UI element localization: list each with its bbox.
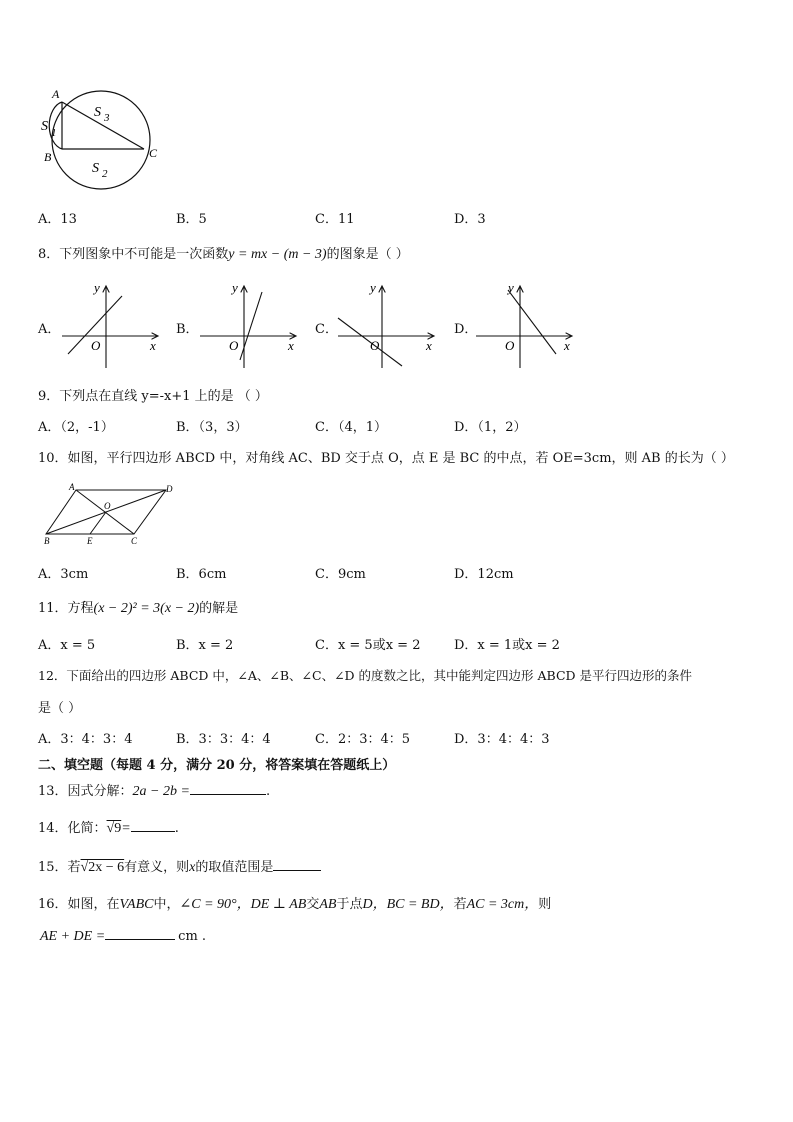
q16-cond1: ∠C = 90°，DE ⊥ AB [179,897,307,912]
q15-prefix: 15．若 [38,860,81,875]
label-s3-sub: 3 [104,112,110,124]
label-s3: S [94,105,101,120]
q8-option-a-label[interactable]: A． [38,322,61,337]
axis-x-label: x [288,338,294,353]
q13-question [38,780,270,800]
axis-y-label: y [232,280,238,295]
q16-unit: cm . [178,929,207,944]
q8-suffix: 的图象是（ ） [326,247,409,262]
q8-graph-b [196,280,306,370]
q15-radical: √2x − 6 [80,860,125,875]
axis-y-label: y [508,280,514,295]
label-a: A [69,482,75,492]
axis-y-label: y [94,280,100,295]
q8-option-d-label[interactable]: D． [454,322,478,337]
label-s2: S [92,161,99,176]
q11-question [38,597,238,617]
q10-figure [42,482,182,546]
q11-option-a[interactable]: A．x = 5 [38,638,96,653]
label-e: E [87,536,93,546]
q15-question [38,856,321,876]
q16-cond4: AC = 3cm， [466,897,539,912]
q9-question: 9．下列点在直线 y=-x+1 上的是 （ ） [38,389,268,404]
small-semicircle [49,102,62,149]
origin-label: O [91,338,101,353]
q16-answer-blank[interactable] [105,927,175,940]
axis-x-label: x [564,338,570,353]
origin-label: O [229,338,239,353]
q16-cond2: AB [319,897,337,912]
label-s2-sub: 2 [102,168,108,180]
q9-option-b[interactable]: B．（3，3） [176,420,248,435]
q14-end: . [174,821,179,836]
q15-variable: x [189,860,196,875]
label-b: B [44,150,52,164]
q13-expression: 2a − 2b = [132,784,190,799]
q13-prefix: 13．因式分解： [38,784,133,799]
label-c: C [131,536,138,546]
q7-option-a[interactable]: A．13 [38,212,77,227]
q16-question-line2 [40,927,206,945]
q11-option-d[interactable]: D．x = 1或x = 2 [454,638,560,653]
side-ac [62,102,144,149]
q16-ruo: 若 [453,897,467,912]
q15-middle: 有意义，则 [124,860,190,875]
q12-option-c[interactable]: C．2：3：4：5 [315,732,411,747]
q15-suffix: 的取值范围是 [195,860,274,875]
q9-option-d[interactable]: D．（1，2） [454,420,527,435]
q13-end: . [265,784,271,799]
q14-answer-blank[interactable] [131,819,175,832]
q11-option-c[interactable]: C．x = 5或x = 2 [315,638,421,653]
q12-question-line2: 是（ ） [38,701,82,716]
q16-question-line1 [38,893,551,913]
q14-equals: = [121,821,131,836]
q9-option-a[interactable]: A．（2，-1） [38,420,114,435]
q15-answer-blank[interactable] [273,858,321,871]
q16-jiao: 交 [306,897,320,912]
q7-option-b[interactable]: B．5 [176,212,207,227]
q8-line-d [508,290,556,354]
q13-answer-blank[interactable] [190,782,266,795]
q10-question: 10．如图，平行四边形 ABCD 中，对角线 AC、BD 交于点 O，点 E 是 BC 的中点，若 OE=3cm，则 AB 的长为（ ） [38,451,734,466]
q9-option-c[interactable]: C．（4，1） [315,420,387,435]
axis-x-label: x [426,338,432,353]
q10-option-a[interactable]: A．3cm [38,567,89,582]
axis-x-label: x [150,338,156,353]
label-s1: S [41,119,48,134]
q14-question [38,817,179,837]
label-c: C [149,146,158,160]
q8-graph-c [334,280,444,370]
q11-suffix: 的解是 [199,601,239,616]
label-s1-sub: 1 [51,127,57,139]
q14-prefix: 14．化简： [38,821,107,836]
q7-figure [30,82,170,192]
q16-prefix: 16．如图，在 [38,897,120,912]
q16-mid: 中， [153,897,180,912]
q12-question-line1: 12．下面给出的四边形 ABCD 中，∠A、∠B、∠C、∠D 的度数之比，其中能判定四边形 ABCD 是平行四边形的条件 [38,668,693,683]
q8-question [38,243,409,263]
origin-label: O [370,338,380,353]
q7-option-d[interactable]: D．3 [454,212,486,227]
q16-triangle: VABC [119,897,154,912]
q10-option-c[interactable]: C．9cm [315,567,366,582]
q10-option-b[interactable]: B．6cm [176,567,227,582]
q12-option-a[interactable]: A．3：4：3：4 [38,732,133,747]
label-d: D [166,484,173,494]
q8-formula: y = mx − (m − 3) [228,247,327,262]
q12-option-b[interactable]: B．3：3：4：4 [176,732,271,747]
axis-y-label: y [370,280,376,295]
q8-graph-a [58,280,168,370]
q16-cond3: D，BC = BD， [362,897,454,912]
q8-graph-d [472,280,582,370]
q16-ze: 则 [538,897,552,912]
origin-label: O [505,338,515,353]
q8-option-c-label[interactable]: C． [315,322,338,337]
q11-option-b[interactable]: B．x = 2 [176,638,234,653]
q16-line2-expression: AE + DE = [40,929,106,944]
q16-yu: 于点 [336,897,363,912]
label-o: O [104,501,111,511]
q12-option-d[interactable]: D．3：4：4：3 [454,732,550,747]
q8-prefix: 8．下列图象中不可能是一次函数 [38,247,229,262]
q7-option-c[interactable]: C．11 [315,212,355,227]
section2-title: 二、填空题（每题 4 分，满分 20 分，将答案填在答题纸上） [38,758,396,773]
q8-option-b-label[interactable]: B． [176,322,199,337]
label-b: B [44,536,50,546]
q10-option-d[interactable]: D．12cm [454,567,514,582]
q14-radical: √9 [106,821,122,836]
q11-prefix: 11．方程 [38,601,94,616]
label-a: A [52,87,60,101]
q11-equation: (x − 2)² = 3(x − 2) [93,601,200,616]
q8-line-b [240,292,262,360]
big-circle [52,91,150,189]
